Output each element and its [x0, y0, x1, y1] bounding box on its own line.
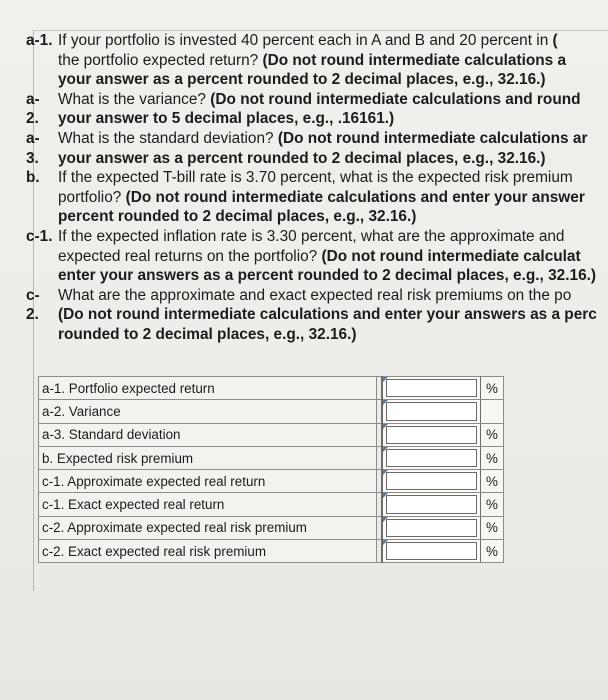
- question-instruction-text: your answer as a percent rounded to 2 decimal places, e.g., 32.16.): [58, 71, 546, 89]
- answer-input[interactable]: [386, 542, 477, 560]
- question-label: c-: [26, 286, 40, 304]
- question-text: [58, 109, 608, 129]
- row-label: a-1. Portfolio expected return: [39, 377, 377, 400]
- answer-input-cell[interactable]: [382, 377, 481, 400]
- question-line: [58, 149, 608, 169]
- question-item: [26, 168, 608, 227]
- row-label: c-1. Approximate expected real return: [39, 470, 377, 493]
- answer-table: [38, 376, 504, 563]
- question-text: [58, 168, 608, 227]
- row-label: c-2. Approximate expected real risk premium: [39, 516, 377, 539]
- answer-input[interactable]: [386, 426, 477, 444]
- table-row: [39, 516, 504, 539]
- question-line: [58, 188, 608, 208]
- question-label: a-: [26, 90, 40, 108]
- unit-label: %: [481, 493, 504, 516]
- table-row: [39, 493, 504, 516]
- question-instruction-text: (Do not round intermediate calculat: [321, 247, 581, 265]
- question-text: [58, 149, 608, 169]
- table-row: [39, 377, 504, 400]
- question-plain-text: portfolio?: [58, 188, 126, 206]
- question-instruction-text: (Do not round intermediate calculations and enter your answers as a perc: [58, 306, 597, 324]
- question-instruction-text: your answer as a percent rounded to 2 decimal places, e.g., 32.16.): [58, 149, 546, 167]
- question-line: [58, 129, 608, 149]
- question-instruction-text: enter your answers as a percent rounded to 2 decimal places, e.g., 32.16.): [58, 267, 597, 285]
- question-instruction-text: (: [552, 32, 558, 49]
- table-row: [39, 446, 504, 469]
- question-text: [58, 227, 608, 286]
- question-item: [26, 90, 608, 110]
- unit-label: %: [481, 470, 504, 493]
- question-label: b.: [26, 169, 40, 187]
- question-item: [26, 149, 608, 169]
- unit-label: [481, 400, 504, 423]
- row-label: a-3. Standard deviation: [39, 423, 377, 446]
- question-instruction-text: (Do not round intermediate calculations ar: [277, 129, 588, 147]
- question-line: [58, 227, 608, 247]
- question-plain-text: If your portfolio is invested 40 percent each in A and B and 20 percent in: [58, 32, 553, 49]
- question-line: [58, 247, 608, 267]
- question-line: [58, 90, 608, 110]
- answer-input-cell[interactable]: [382, 470, 481, 493]
- question-plain-text: What is the variance?: [58, 90, 211, 108]
- question-line: [58, 168, 608, 188]
- question-line: [58, 286, 608, 306]
- table-row: [39, 423, 504, 446]
- question-label: 2.: [26, 110, 39, 128]
- question-text: [58, 129, 608, 149]
- question-line: [58, 207, 608, 227]
- table-row: [39, 540, 504, 563]
- answer-input-cell[interactable]: [382, 493, 481, 516]
- question-instruction-text: (Do not round intermediate calculations and enter your answer: [125, 188, 585, 206]
- answer-input[interactable]: [386, 519, 477, 537]
- question-item: [26, 129, 608, 149]
- question-instruction-text: (Do not round intermediate calculations a: [262, 51, 567, 69]
- answer-input[interactable]: [386, 495, 477, 513]
- question-item: [26, 286, 608, 306]
- question-line: [58, 31, 608, 51]
- question-line: [58, 51, 608, 71]
- question-item: [26, 31, 608, 90]
- unit-label: %: [481, 423, 504, 446]
- question-text: [58, 31, 608, 90]
- question-plain-text: What is the standard deviation?: [58, 129, 278, 147]
- table-row: [39, 470, 504, 493]
- answer-input-cell[interactable]: [382, 540, 481, 563]
- question-line: [58, 305, 608, 325]
- question-plain-text: If the expected inflation rate is 3.30 percent, what are the approximate and: [58, 227, 565, 245]
- row-label: c-1. Exact expected real return: [39, 493, 377, 516]
- question-instruction-text: (Do not round intermediate calculations and round: [210, 90, 581, 108]
- question-item: [26, 305, 608, 344]
- row-label: b. Expected risk premium: [39, 446, 377, 469]
- question-line: [58, 70, 608, 90]
- answer-input[interactable]: [386, 379, 477, 397]
- answer-input-cell[interactable]: [382, 446, 481, 469]
- table-row: [39, 400, 504, 423]
- question-instruction-text: percent rounded to 2 decimal places, e.g., 32.16.): [58, 208, 417, 226]
- question-line: [58, 109, 608, 129]
- question-instruction-text: your answer to 5 decimal places, e.g., .16161.): [58, 110, 395, 128]
- answer-input-cell[interactable]: [382, 516, 481, 539]
- question-plain-text: What are the approximate and exact expected real risk premiums on the po: [58, 286, 572, 304]
- answer-input[interactable]: [386, 449, 477, 467]
- unit-label: %: [481, 446, 504, 469]
- question-plain-text: expected real returns on the portfolio?: [58, 247, 322, 265]
- question-label: c-1.: [26, 227, 53, 245]
- unit-label: %: [481, 540, 504, 563]
- answer-input-cell[interactable]: [382, 423, 481, 446]
- question-item: [26, 227, 608, 286]
- row-label: a-2. Variance: [39, 400, 377, 423]
- question-plain-text: the portfolio expected return?: [58, 51, 263, 69]
- answer-input-cell[interactable]: [382, 400, 481, 423]
- question-list: [26, 31, 608, 345]
- answer-input[interactable]: [386, 402, 477, 420]
- question-text: [58, 90, 608, 110]
- question-plain-text: If the expected T-bill rate is 3.70 percent, what is the expected risk premium: [58, 169, 573, 187]
- question-text: [58, 286, 608, 306]
- question-text: [58, 305, 608, 344]
- unit-label: %: [481, 377, 504, 400]
- question-label: 2.: [26, 306, 39, 324]
- row-label: c-2. Exact expected real risk premium: [39, 540, 377, 563]
- unit-label: %: [481, 516, 504, 539]
- question-label: a-: [26, 129, 40, 147]
- question-line: [58, 266, 608, 286]
- question-item: [26, 109, 608, 129]
- answer-input[interactable]: [386, 472, 477, 490]
- question-instruction-text: rounded to 2 decimal places, e.g., 32.16.): [58, 325, 357, 343]
- question-line: [58, 325, 608, 345]
- question-label: 3.: [26, 149, 39, 167]
- question-label: a-1.: [26, 32, 53, 49]
